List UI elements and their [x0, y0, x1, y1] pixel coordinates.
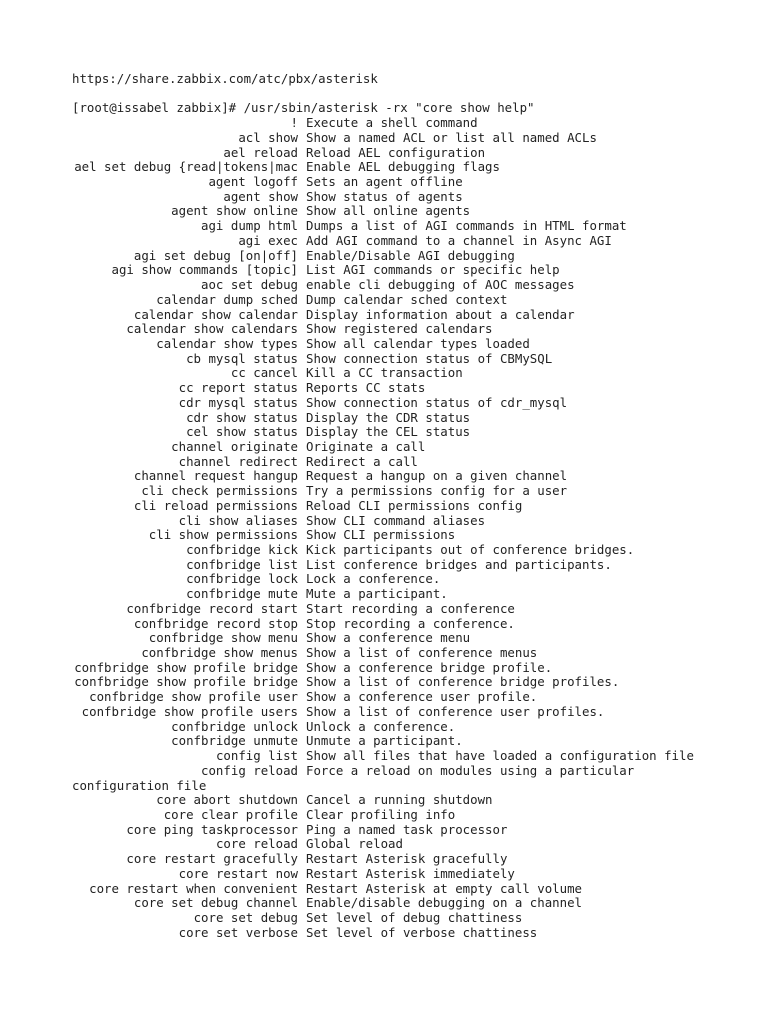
command-description: Enable/disable debugging on a channel [306, 895, 583, 911]
command-list-continued [72, 793, 752, 940]
command-description: Show a list of conference menus [306, 645, 538, 661]
command-row [72, 322, 752, 337]
command-name: cli show permissions [148, 527, 298, 543]
command-name: core set debug [193, 909, 298, 925]
column-gap [298, 749, 306, 764]
command-description: Show a list of conference bridge profiles. [306, 674, 620, 690]
column-gap [298, 484, 306, 499]
command-description: Display information about a calendar [306, 306, 575, 322]
command-name: confbridge show menu [148, 630, 298, 646]
command-description: Ping a named task processor [306, 821, 508, 837]
command-row [72, 705, 752, 720]
document-page [72, 72, 752, 940]
command-name: cb mysql status [186, 350, 298, 366]
column-gap [298, 911, 306, 926]
command-description: Kick participants out of conference bridges. [306, 542, 635, 557]
command-list [72, 116, 752, 778]
command-description: Start recording a conference [306, 600, 515, 616]
command-row [72, 484, 752, 499]
command-row [72, 734, 752, 749]
command-row [72, 926, 752, 941]
command-description: Restart Asterisk at empty call volume [306, 880, 583, 896]
command-row [72, 131, 752, 146]
column-gap [298, 558, 306, 573]
column-gap [298, 734, 306, 749]
column-gap [298, 837, 306, 852]
column-gap [298, 882, 306, 897]
command-row [72, 352, 752, 367]
command-row [72, 823, 752, 838]
command-row [72, 366, 752, 381]
command-row [72, 764, 752, 779]
command-name: confbridge unmute [171, 733, 298, 749]
column-gap [298, 352, 306, 367]
command-row [72, 293, 752, 308]
command-name: aoc set debug [201, 277, 298, 293]
wrapped-line: configuration file [72, 777, 207, 793]
command-description: Request a hangup on a given channel [306, 468, 568, 484]
command-description: Display the CEL status [306, 424, 471, 440]
command-name: core restart gracefully [126, 851, 298, 867]
column-gap [298, 234, 306, 249]
command-description: Execute a shell command [306, 115, 478, 131]
command-name: core ping taskprocessor [126, 821, 298, 837]
command-row [72, 617, 752, 632]
command-name: calendar dump sched [156, 291, 298, 307]
column-gap [298, 366, 306, 381]
command-name: agi dump html [201, 218, 298, 234]
command-description: Reports CC stats [306, 380, 426, 396]
command-row [72, 852, 752, 867]
command-row [72, 646, 752, 661]
column-gap [298, 337, 306, 352]
command-description: Show a conference bridge profile. [306, 659, 553, 675]
command-name: cli show aliases [178, 512, 298, 528]
command-name: ael reload [223, 144, 298, 160]
command-description: Set level of debug chattiness [306, 909, 523, 925]
command-name: core restart when convenient [89, 880, 298, 896]
column-gap [298, 396, 306, 411]
command-row [72, 425, 752, 440]
column-gap [298, 160, 306, 175]
command-description: Kill a CC transaction [306, 365, 463, 381]
command-row [72, 882, 752, 897]
command-row [72, 675, 752, 690]
command-description: Enable/Disable AGI debugging [306, 247, 515, 263]
command-name: confbridge show profile bridge [74, 674, 298, 690]
column-gap [298, 131, 306, 146]
command-row [72, 720, 752, 735]
command-name: cdr mysql status [178, 394, 298, 410]
column-gap [298, 440, 306, 455]
command-row [72, 558, 752, 573]
command-row [72, 690, 752, 705]
command-name: confbridge record start [126, 600, 298, 616]
column-gap [298, 675, 306, 690]
command-name: channel redirect [178, 453, 298, 469]
command-description: Originate a call [306, 438, 426, 454]
command-description: Reload AEL configuration [306, 144, 486, 160]
command-description: Cancel a running shutdown [306, 792, 493, 808]
column-gap [298, 690, 306, 705]
command-description: Global reload [306, 836, 403, 852]
command-description: Show connection status of CBMySQL [306, 350, 553, 366]
command-description: Set level of verbose chattiness [306, 924, 538, 940]
command-name: confbridge show profile users [81, 703, 298, 719]
command-description: Show status of agents [306, 188, 463, 204]
command-row [72, 808, 752, 823]
command-description: Force a reload on modules using a particular [306, 762, 635, 778]
column-gap [298, 411, 306, 426]
command-description: Reload CLI permissions config [306, 497, 523, 513]
command-row [72, 749, 752, 764]
command-row [72, 911, 752, 926]
column-gap [298, 808, 306, 823]
command-row [72, 146, 752, 161]
command-name: agi set debug [on|off] [133, 247, 298, 263]
command-name: confbridge show profile bridge [74, 659, 298, 675]
column-gap [298, 175, 306, 190]
column-gap [298, 617, 306, 632]
command-name: agent logoff [208, 174, 298, 190]
column-gap [298, 381, 306, 396]
command-name: core reload [215, 836, 298, 852]
command-row [72, 793, 752, 808]
column-gap [298, 823, 306, 838]
command-name: channel originate [171, 438, 298, 454]
command-row [72, 661, 752, 676]
command-row [72, 631, 752, 646]
column-gap [298, 764, 306, 779]
column-gap [298, 499, 306, 514]
command-name: config reload [201, 762, 298, 778]
command-name: cdr show status [186, 409, 298, 425]
command-name: core set debug channel [133, 895, 298, 911]
column-gap [298, 587, 306, 602]
column-gap [298, 514, 306, 529]
command-name: ael set debug {read|tokens|mac [74, 159, 298, 175]
command-name: ! [290, 115, 298, 131]
command-name: confbridge kick [186, 542, 298, 557]
command-row [72, 381, 752, 396]
column-gap [298, 793, 306, 808]
command-name: confbridge lock [186, 571, 298, 587]
command-description: Show connection status of cdr_mysql [306, 394, 568, 410]
column-gap [298, 263, 306, 278]
command-row [72, 249, 752, 264]
command-row [72, 455, 752, 470]
command-name: cc report status [178, 380, 298, 396]
command-row [72, 234, 752, 249]
column-gap [298, 469, 306, 484]
column-gap [298, 543, 306, 558]
column-gap [298, 867, 306, 882]
column-gap [298, 190, 306, 205]
command-name: cli reload permissions [133, 497, 298, 513]
command-name: confbridge mute [186, 586, 298, 602]
column-gap [298, 322, 306, 337]
command-row [72, 204, 752, 219]
column-gap [298, 278, 306, 293]
column-gap [298, 293, 306, 308]
column-gap [298, 896, 306, 911]
command-description: Stop recording a conference. [306, 615, 515, 631]
command-row [72, 469, 752, 484]
column-gap [298, 631, 306, 646]
command-description: Show a conference menu [306, 630, 471, 646]
command-name: cel show status [186, 424, 298, 440]
command-name: calendar show calendars [126, 321, 298, 337]
command-description: Dump calendar sched context [306, 291, 508, 307]
command-name: acl show [238, 129, 298, 145]
command-description: Show registered calendars [306, 321, 493, 337]
blank-line [72, 87, 752, 102]
command-description: Restart Asterisk immediately [306, 865, 515, 881]
command-description: Show all calendar types loaded [306, 335, 530, 351]
command-name: core restart now [178, 865, 298, 881]
column-gap [298, 572, 306, 587]
command-description: Show all files that have loaded a configuration file [306, 748, 694, 764]
command-row [72, 308, 752, 323]
command-description: Display the CDR status [306, 409, 471, 425]
command-name: channel request hangup [133, 468, 298, 484]
command-name: core clear profile [163, 806, 298, 822]
command-row [72, 440, 752, 455]
command-row [72, 514, 752, 529]
command-name: confbridge unlock [171, 718, 298, 734]
command-name: confbridge record stop [133, 615, 298, 631]
column-gap [298, 602, 306, 617]
command-row [72, 896, 752, 911]
source-url: https://share.zabbix.com/atc/pbx/asterisk [72, 71, 378, 86]
command-description: Unmute a participant. [306, 733, 463, 749]
column-gap [298, 146, 306, 161]
command-name: confbridge show profile user [89, 689, 298, 705]
command-row [72, 528, 752, 543]
command-description: List AGI commands or specific help [306, 262, 560, 278]
command-name: agent show [223, 188, 298, 204]
column-gap [298, 425, 306, 440]
column-gap [298, 219, 306, 234]
command-row [72, 396, 752, 411]
command-description: Add AGI command to a channel in Async AGI [306, 232, 612, 248]
command-description: List conference bridges and participants. [306, 556, 612, 572]
command-name: core set verbose [178, 924, 298, 940]
command-row [72, 602, 752, 617]
command-name: agi show commands [topic] [111, 262, 298, 278]
command-row [72, 837, 752, 852]
column-gap [298, 646, 306, 661]
command-name: cli check permissions [141, 483, 298, 499]
command-row [72, 175, 752, 190]
command-row [72, 263, 752, 278]
column-gap [298, 720, 306, 735]
command-description: Lock a conference. [306, 571, 441, 587]
command-name: confbridge show menus [141, 645, 298, 661]
command-name: cc cancel [230, 365, 298, 381]
command-description: Show a named ACL or list all named ACLs [306, 129, 597, 145]
column-gap [298, 852, 306, 867]
command-description: Mute a participant. [306, 586, 448, 602]
command-name: config list [215, 748, 298, 764]
command-row [72, 337, 752, 352]
command-description: Show CLI permissions [306, 527, 456, 543]
command-row [72, 190, 752, 205]
command-description: enable cli debugging of AOC messages [306, 277, 575, 293]
column-gap [298, 705, 306, 720]
command-name: calendar show types [156, 335, 298, 351]
command-description: Clear profiling info [306, 806, 456, 822]
command-row [72, 160, 752, 175]
command-row [72, 499, 752, 514]
command-row [72, 867, 752, 882]
command-row [72, 278, 752, 293]
command-row [72, 219, 752, 234]
command-description: Sets an agent offline [306, 174, 463, 190]
column-gap [298, 455, 306, 470]
command-row [72, 572, 752, 587]
command-description: Try a permissions config for a user [306, 483, 568, 499]
command-row [72, 587, 752, 602]
command-row [72, 116, 752, 131]
command-row [72, 411, 752, 426]
command-description: Show all online agents [306, 203, 471, 219]
command-description: Redirect a call [306, 453, 418, 469]
column-gap [298, 249, 306, 264]
column-gap [298, 204, 306, 219]
command-name: calendar show calendar [133, 306, 298, 322]
command-description: Unlock a conference. [306, 718, 456, 734]
command-row [72, 543, 752, 558]
shell-prompt: [root@issabel zabbix]# /usr/sbin/asterisk -rx "core show help" [72, 100, 535, 116]
column-gap [298, 926, 306, 941]
column-gap [298, 528, 306, 543]
column-gap [298, 116, 306, 131]
command-description: Show a list of conference user profiles. [306, 703, 605, 719]
command-name: confbridge list [186, 556, 298, 572]
command-name: agi exec [238, 232, 298, 248]
command-name: core abort shutdown [156, 792, 298, 808]
command-description: Enable AEL debugging flags [306, 159, 500, 175]
command-name: agent show online [171, 203, 298, 219]
command-description: Show CLI command aliases [306, 512, 486, 528]
column-gap [298, 308, 306, 323]
column-gap [298, 661, 306, 676]
command-description: Show a conference user profile. [306, 689, 538, 705]
command-description: Restart Asterisk gracefully [306, 851, 508, 867]
command-description: Dumps a list of AGI commands in HTML format [306, 218, 627, 234]
